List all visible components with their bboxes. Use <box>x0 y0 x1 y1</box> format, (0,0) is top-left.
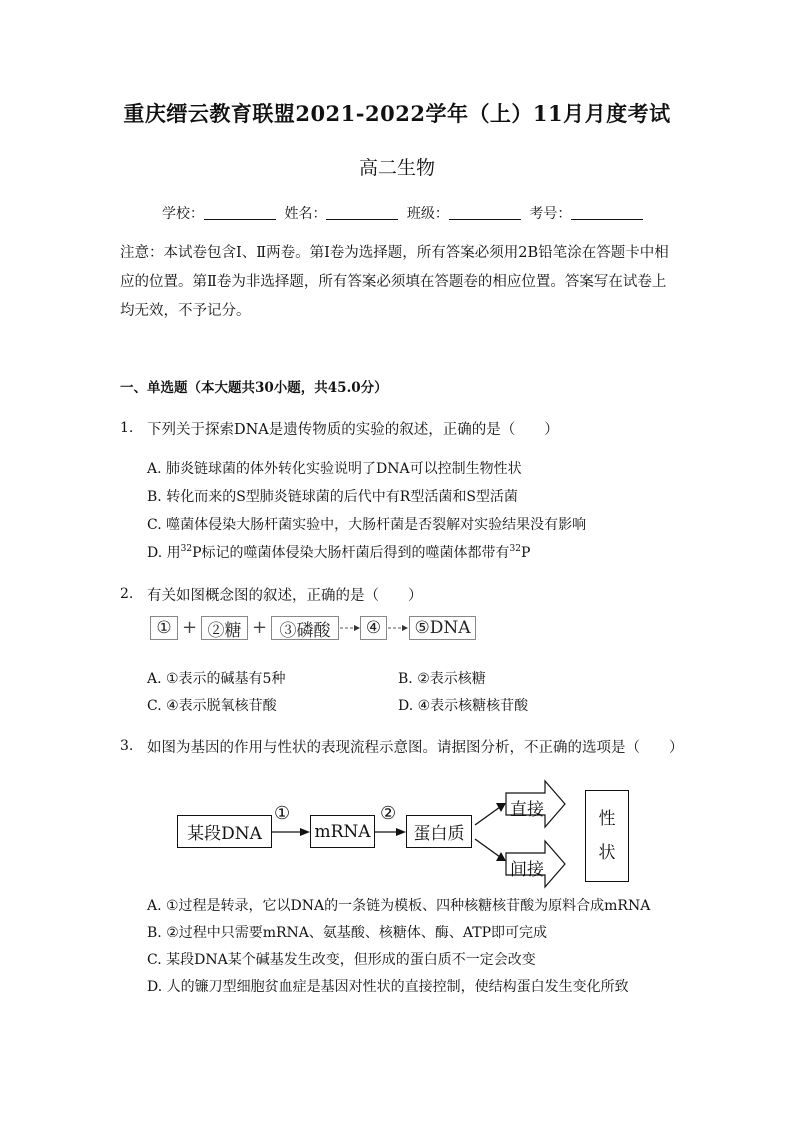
q1-d-sup1: 32 <box>180 544 193 554</box>
q2-plus-2: + <box>252 617 268 638</box>
q3-label-direct: 直接 <box>510 800 544 820</box>
q3-box-protein: 蛋白质 <box>406 815 472 848</box>
q3-trait-char-1: 性 <box>598 809 616 829</box>
q3-option-a: A. ①过程是转录，它以DNA的一条链为模板、四种核糖核苷酸为原料合成mRNA <box>147 898 651 914</box>
q2-option-b: B. ②表示核糖 <box>398 671 486 687</box>
q1-option-c: C. 噬菌体侵染大肠杆菌实验中，大肠杆菌是否裂解对实验结果没有影响 <box>147 517 587 533</box>
q2-option-d: D. ④表示核糖核苷酸 <box>398 698 529 714</box>
q1-stem: 下列关于探索DNA是遗传物质的实验的叙述，正确的是（ ） <box>147 422 559 438</box>
q3-branch-down-line <box>475 839 500 857</box>
q2-plus-1: + <box>182 617 198 638</box>
q1-option-b: B. 转化而来的S型肺炎链球菌的后代中有R型活菌和S型活菌 <box>147 489 518 505</box>
q1-d-end: P <box>520 545 531 561</box>
q2-arrowhead-2 <box>402 625 408 631</box>
q1-d-sup2: 32 <box>509 544 521 554</box>
q3-arrow-1-head <box>300 828 310 836</box>
exam-title: 重庆缙云教育联盟2021-2022学年（上）11月月度考试 <box>123 101 671 126</box>
q2-box-5: ⑤DNA <box>409 616 476 640</box>
school-label: 学校： <box>162 206 204 222</box>
q2-arrowhead-1 <box>354 625 360 631</box>
class-blank <box>449 205 521 220</box>
q3-branch-up-line <box>475 807 500 825</box>
q2-option-c: C. ④表示脱氧核苷酸 <box>147 698 277 714</box>
name-label: 姓名： <box>284 206 327 222</box>
school-blank <box>204 205 276 220</box>
q1-d-mid: P标记的噬菌体侵染大肠杆菌后得到的噬菌体都带有 <box>192 545 510 561</box>
exam-notice: 注意：本试卷包含Ⅰ、Ⅱ两卷。第Ⅰ卷为选择题，所有答案必须用2B铅笔涂在答题卡中相应的位置。第Ⅱ卷为非选择题，所有答案必须填在答题卷的相应位置。答案写在试卷上均无效，不予记分。 <box>120 245 669 319</box>
section-heading: 一、单选题（本大题共30小题，共45.0分） <box>120 380 388 396</box>
q2-box-3: ③磷酸 <box>271 616 339 640</box>
q3-box-trait <box>585 790 629 882</box>
name-blank <box>326 205 398 220</box>
q3-label-indirect: 间接 <box>510 860 544 880</box>
q2-number: 2. <box>120 586 134 602</box>
student-info-line <box>162 203 647 223</box>
q3-step-1: ① <box>274 803 291 824</box>
q3-box-dna: 某段DNA <box>177 815 272 848</box>
q3-option-d: D. 人的镰刀型细胞贫血症是基因对性状的直接控制，使结构蛋白发生变化所致 <box>147 979 629 995</box>
q3-branch-up-head <box>496 803 506 812</box>
q3-box-mrna: mRNA <box>310 815 375 848</box>
number-label: 考号： <box>529 206 572 222</box>
q3-step-2: ② <box>380 803 397 824</box>
q3-trait-char-2: 状 <box>598 843 616 863</box>
q1-option-a: A. 肺炎链球菌的体外转化实验说明了DNA可以控制生物性状 <box>147 461 522 477</box>
q3-option-c: C. 某段DNA某个碱基发生改变，但形成的蛋白质不一定会改变 <box>147 952 536 968</box>
q3-stem: 如图为基因的作用与性状的表现流程示意图。请据图分析，不正确的选项是（ ） <box>147 740 684 756</box>
q2-stem: 有关如图概念图的叙述，正确的是（ ） <box>147 588 423 604</box>
q3-option-b: B. ②过程中只需要mRNA、氨基酸、核糖体、酶、ATP即可完成 <box>147 925 548 941</box>
q1-number: 1. <box>120 420 134 436</box>
q1-d-pre: D. 用 <box>147 545 181 561</box>
q3-arrow-2-head <box>396 828 406 836</box>
subject-title: 高二生物 <box>358 157 435 179</box>
class-label: 班级： <box>406 206 449 222</box>
number-blank <box>571 205 643 220</box>
q3-number: 3. <box>120 738 134 754</box>
q2-box-1: ① <box>150 616 178 640</box>
q2-box-2: ②糖 <box>201 616 248 640</box>
q3-branch-down-head <box>496 852 506 861</box>
q2-box-4: ④ <box>360 616 387 640</box>
q1-option-d <box>147 542 530 562</box>
q2-option-a: A. ①表示的碱基有5种 <box>147 671 286 687</box>
q2-arrows <box>338 620 478 636</box>
